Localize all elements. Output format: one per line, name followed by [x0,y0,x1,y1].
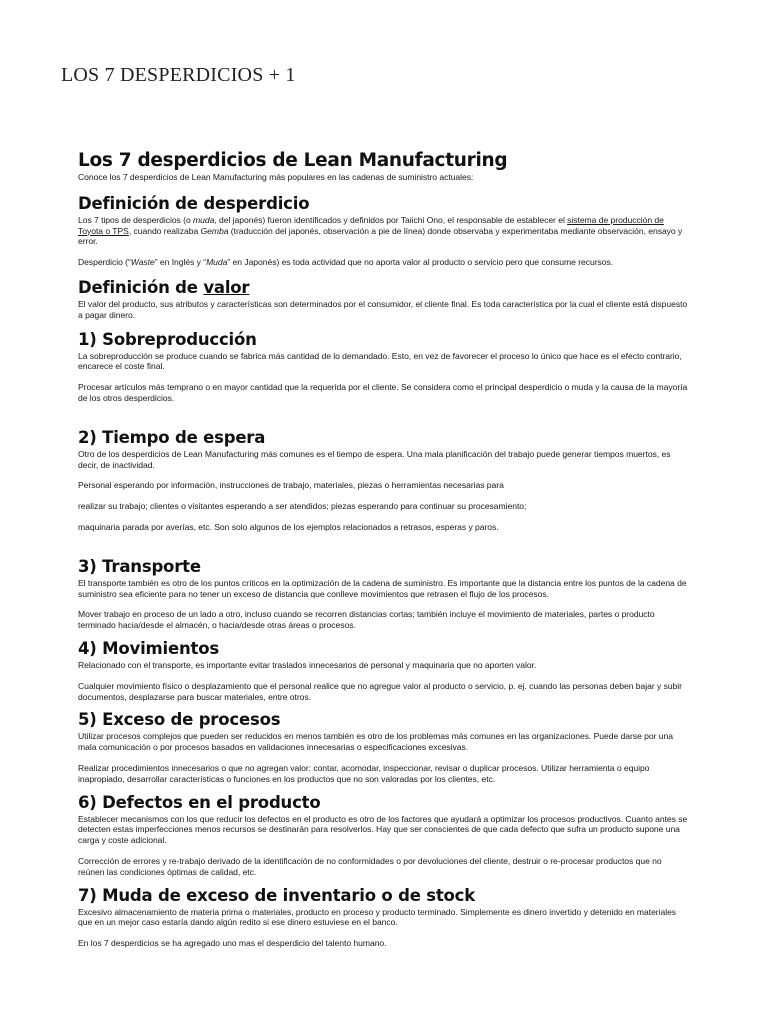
paragraph-transporte-2: Mover trabajo en proceso de un lado a otro, incluso cuando se recorren distancias cortas; también incluye el movimiento de materiales, partes o producto terminado hacia/desde el almacén, o hacia/desde otras áreas o procesos. [78,609,655,631]
paragraph-exceso-procesos-2: Realizar procedimientos innecesarios o que no agregan valor: contar, acomodar, inspeccionar, revisar o duplicar procesos. Utilizar herramienta o equipo inapropiado, desarrollar características o funciones en los productos que no son valoradas por los clientes, etc. [78,762,650,784]
paragraph-inventario-1: Excesivo almacenamiento de materia prima o materiales, producto en proceso y producto terminado. Simplemente es dinero invertido y detenido en materiales que en un mejor caso estaría dando algún redito si ese dinero estuviese en el banco. [78,906,677,928]
intro-paragraph: Conoce los 7 desperdicios de Lean Manufacturing más populares en las cadenas de suministro actuales: [78,172,474,182]
paragraph-transporte-1: El transporte también es otro de los puntos críticos en la optimización de la cadena de suministro. Es importante que la distancia entre los puntos de la cadena de suministro sea eficiente para no tener un exceso de distancia que conlleve movimientos que retrasen el flujo de los procesos. [78,577,687,599]
paragraph-inventario-2: En los 7 desperdicios se ha agregado uno mas el desperdicio del talento humano. [78,938,387,949]
text-segment: ” en Japonés) es toda actividad que no aporta valor al producto o servicio pero que consume recursos. [227,257,614,268]
text-segment: , cuando realizaba [128,225,201,236]
heading-text: Definición de [78,277,204,297]
heading-transporte: 3) Transporte [78,556,201,576]
text-italic: muda [193,214,215,225]
paragraph-definicion-desperdicio-1 [78,215,690,247]
toyota-tps-link[interactable]: sistema de producción de Toyota o TPS [78,214,664,236]
paragraph-defectos-2: Corrección de errores y re-trabajo derivado de la identificación de no conformidades o por devoluciones del cliente, destruir o re-procesar productos que no reúnen las condiciones óptimas de calidad, etc. [78,855,662,877]
valor-link[interactable]: valor [203,277,250,297]
text-italic: Waste [130,257,155,268]
paragraph-sobreproduccion-1: La sobreproducción se produce cuando se fabrica más cantidad de lo demandado. Esto, en vez de favorecer el proceso lo único que hace es el efecto contrario, encarece el coste final. [78,350,682,372]
document-title: LOS 7 DESPERDICIOS + 1 [61,64,296,86]
paragraph-movimientos-1: Relacionado con el transporte, es importante evitar traslados innecesarios de personal y maquinaria que no aporten valor. [78,659,537,670]
text-segment: ” en Inglés y “ [154,257,207,268]
paragraph-defectos-1: Establecer mecanismos con los que reducir los defectos en el producto es otro de los factores que ayudará a optimizar los procesos productivos. Cuanto antes se detecten estas imperfecciones menos recursos se destinarán para resolverlos. Hay que ser conscientes de que cada defecto que sufra un producto supone una carga y coste adicional. [78,813,688,846]
paragraph-tiempo-espera-4: maquinaria parada por averías, etc. Son solo algunos de los ejemplos relacionados a retrasos, esperas y paros. [78,521,499,532]
heading-defectos: 6) Defectos en el producto [78,792,321,812]
paragraph-definicion-valor: El valor del producto, sus atributos y características son determinados por el consumidor, el cliente final. Es toda característica por la cual el cliente está dispuesto a pagar dinero. [78,298,688,320]
heading-movimientos: 4) Movimientos [78,638,219,658]
paragraph-exceso-procesos-1: Utilizar procesos complejos que pueden ser reducidos en menos también es otro de los problemas más comunes en las organizaciones. Puede darse por una mala comunicación o por procesos basados en validaciones innecesarias o especificaciones excesivas. [78,731,673,753]
paragraph-movimientos-2: Cualquier movimiento físico o desplazamiento que el personal realice que no agregue valor al producto o servicio, p. ej. cuando las personas deben bajar y subir documentos, desplazarse para buscar materiales, entre otros. [78,680,682,702]
heading-definicion-valor [78,278,690,298]
heading-definicion-desperdicio: Definición de desperdicio [78,193,310,213]
article-body [78,150,690,949]
heading-tiempo-espera: 2) Tiempo de espera [78,427,266,447]
heading-inventario: 7) Muda de exceso de inventario o de stock [78,885,476,905]
paragraph-tiempo-espera-2: Personal esperando por información, instrucciones de trabajo, materiales, piezas o herramientas necesarias para [78,480,504,491]
text-segment: (traducción del japonés, observación a pie de línea) donde observaba y experimentaba mediante observación, ensayo y error. [78,225,683,247]
main-heading: Los 7 desperdicios de Lean Manufacturing [78,150,508,171]
heading-sobreproduccion: 1) Sobreproducción [78,329,257,349]
text-italic: Gemba [200,225,229,236]
text-segment: , del japonés) fueron identificados y definidos por Taiichi Ono, el responsable de establecer el [214,214,568,225]
paragraph-tiempo-espera-1: Otro de los desperdicios de Lean Manufacturing más comunes es el tiempo de espera. Una mala planificación del trabajo puede generar tiempos muertos, es decir, de inactividad. [78,448,671,470]
paragraph-sobreproduccion-2: Procesar artículos más temprano o en mayor cantidad que la requerida por el cliente. Se considera como el principal desperdicio o muda y la causa de la mayoría de los otros desperdicios. [78,382,688,403]
text-italic: Muda [206,257,228,268]
text-segment: Los 7 tipos de desperdicios (o [78,214,194,225]
paragraph-definicion-desperdicio-2 [78,257,690,268]
heading-exceso-procesos: 5) Exceso de procesos [78,710,281,730]
paragraph-tiempo-espera-3: realizar su trabajo; clientes o visitantes esperando a ser atendidos; piezas esperando para continuar su procesamiento; [78,501,527,512]
text-segment: Desperdicio (“ [78,257,131,268]
